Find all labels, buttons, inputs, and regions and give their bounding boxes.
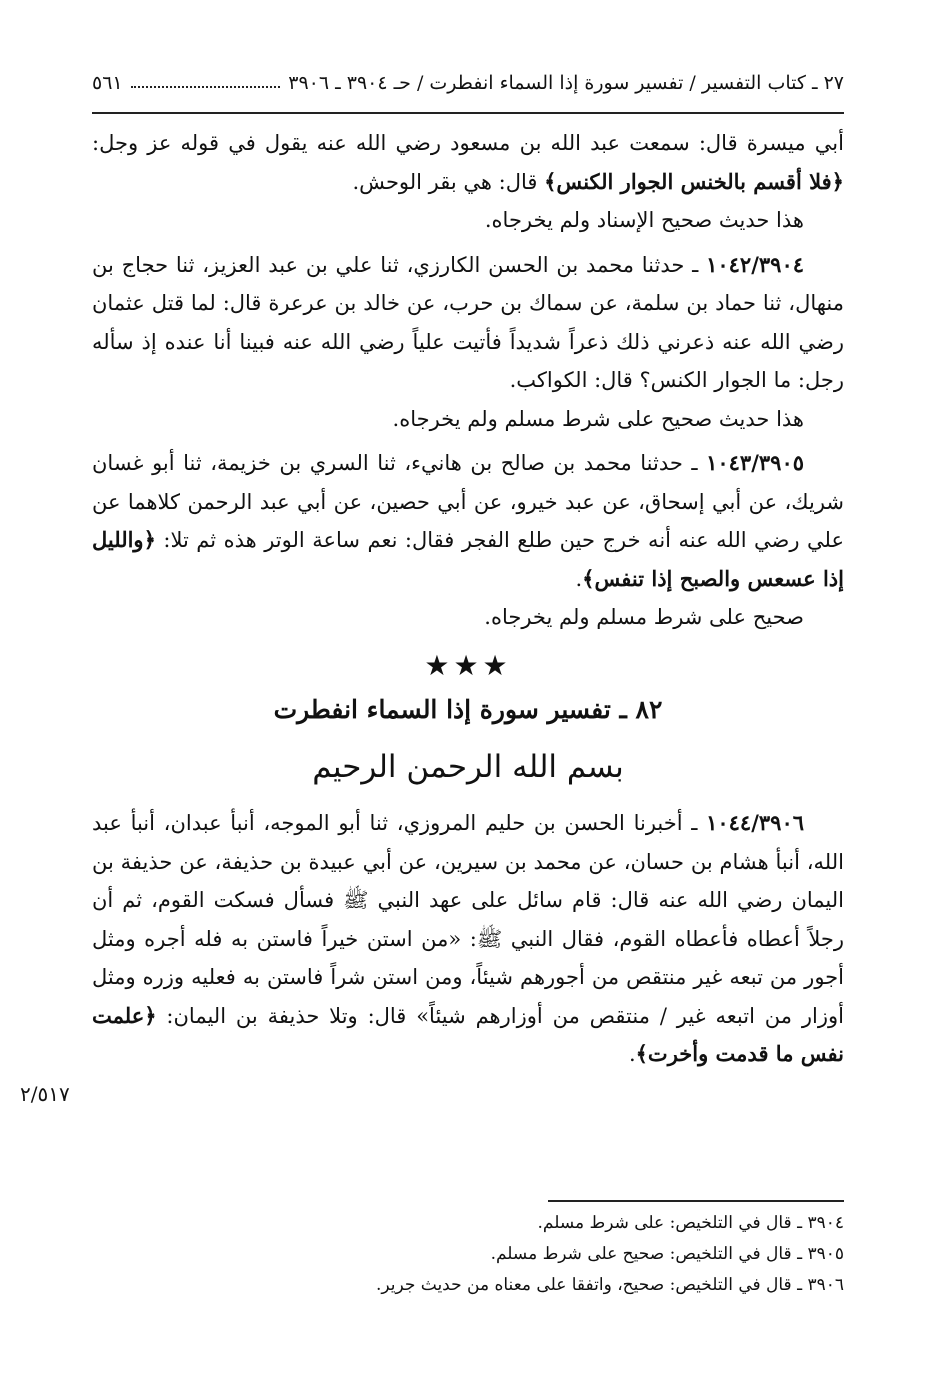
hadith-text: ـ أخبرنا الحسن بن حليم المروزي، ثنا أبو الموجه، أنبأ عبدان، أنبأ عبد الله، أنبأ هشام بن حسان، عن محمد بن سيرين، عن أبي عبيدة بن حذيفة، عن حذيفة بن اليمان رضي الله عنه قال: قام سائل على عهد النبي ﷺ فسأل فسكت القوم، ثم أن رجلاً أعطاه فأعطاه القوم، فقال النبي ﷺ: «من استن خيراً فاستن به فله أجره ومثل أجور من تبعه غير منتقص من أجورهم شيئاً، ومن استن شراً فاستن به فعليه وزره ومثل أوزار من اتبعه غير / منتقص من أوزارهم شيئاً» قال: وتلا حذيفة بن اليمان: [92,811,844,1028]
quran-quote: ﴿علمت نفس ما قدمت وأخرت﴾ [92,1002,844,1066]
hadith-grade: صحيح على شرط مسلم ولم يخرجاه. [484,605,804,629]
hadith-3905 [92,444,844,598]
footnote: ٣٩٠٥ ـ قال في التلخيص: صحيح على شرط مسلم. [490,1244,844,1264]
footnote-rule [548,1200,844,1202]
footnote: ٣٩٠٤ ـ قال في التلخيص: على شرط مسلم. [537,1213,844,1233]
hadith-3904 [92,246,844,400]
page-number: ٥٦١ [92,72,123,94]
hadith-3906 [92,804,844,1074]
page-body [92,124,844,1074]
hadith-number: ١٠٤٣/٣٩٠٥ [706,450,804,475]
footnotes [92,1208,844,1301]
footnote: ٣٩٠٦ ـ قال في التلخيص: صحيح، واتفقا على معناه من حديث جرير. [375,1275,844,1295]
basmala: بسم الله الرحمن الرحيم [312,748,624,785]
hadith-text: ـ حدثنا محمد بن صالح بن هانيء، ثنا السري بن خزيمة، ثنا أبو غسان شريك، عن أبي إسحاق، عن عبد خيرو، عن أبي حصين، عن أبي عبد الرحمن كلاهما عن علي رضي الله عنه أنه خرج حين طلع الفجر فقال: نعم ساعة الوتر هذه ثم تلا: [92,451,844,552]
hadith-grade: هذا حديث صحيح الإسناد ولم يخرجاه. [484,208,804,232]
hadith-grade: هذا حديث صحيح على شرط مسلم ولم يخرجاه. [392,406,804,431]
hadith-text: ـ حدثنا محمد بن الحسن الكارزي، ثنا علي بن عبد العزيز، ثنا حجاج بن منهال، ثنا حماد بن سلمة، عن سماك بن حرب، عن خالد بن عرعرة قال: لما قتل عثمان رضي الله عنه ذعرني ذلك ذعراً شديداً فأتيت علياً رضي الله عنه فبينا أنا عنده إذ سأله رجل: ما الجوار الكنس؟ قال: الكواكب. [92,252,844,392]
header-rule [92,112,844,114]
paragraph-text: أبي ميسرة قال: سمعت عبد الله بن مسعود رضي الله عنه يقول في قوله عز وجل: [92,131,844,155]
paragraph-tail: . [628,1042,636,1066]
quran-quote: ﴿والليل إذا عسعس والصبح إذا تنفس﴾ [92,527,844,591]
paragraph-tail: قال: هي بقر الوحش. [352,169,545,194]
paragraph-continuation [92,124,844,201]
margin-reference: ٢/٥١٧ [20,1082,70,1106]
hadith-number: ١٠٤٢/٣٩٠٤ [706,251,804,277]
running-title: ٢٧ ـ كتاب التفسير / تفسير سورة إذا السماء انفطرت / حـ ٣٩٠٤ ـ ٣٩٠٦ [288,72,844,94]
leader-dots [131,86,281,88]
paragraph-tail: . [575,566,583,591]
chapter-title: ٨٢ ـ تفسير سورة إذا السماء انفطرت [273,695,663,724]
hadith-number: ١٠٤٤/٣٩٠٦ [706,810,804,835]
page-header [92,72,844,94]
section-separator: ★★★ [424,648,512,682]
quran-quote: ﴿فلا أقسم بالخنس الجوار الكنس﴾ [544,168,844,194]
